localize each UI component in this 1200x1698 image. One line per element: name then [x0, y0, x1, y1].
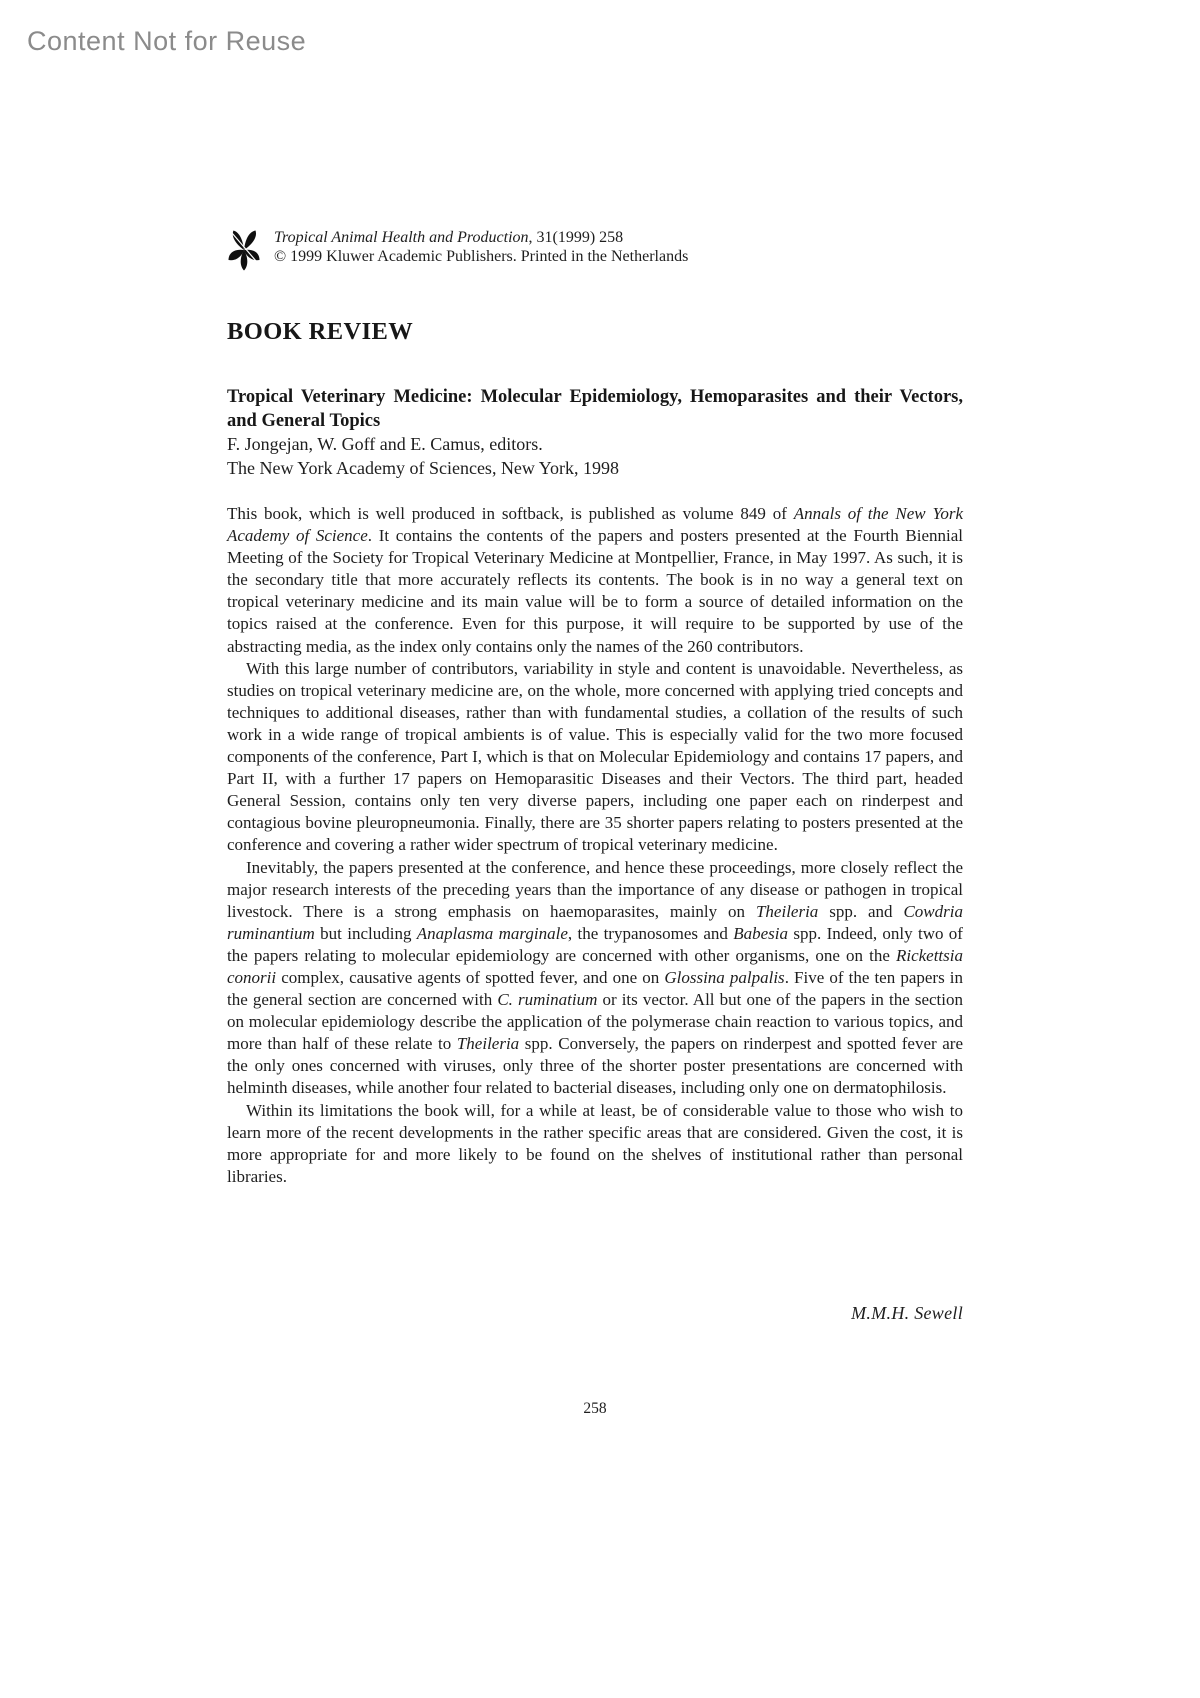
text-segment: Theileria	[755, 901, 819, 921]
page-number: 258	[583, 1400, 607, 1417]
review-paragraph-1	[227, 503, 963, 658]
text-segment: Rickettsia conorii	[227, 945, 963, 987]
text-segment: Tropical Animal Health and Production	[274, 229, 529, 246]
text-segment: Annals of the New York Academy of Science	[227, 504, 964, 546]
text-segment: Inevitably, the papers presented at the conference, and hence these proceedings, more closely reflect the major research interests of the preceding years than the importance of any disease or pathogen in tropical livestock. There is a strong emphasis on haemoparasites, mainly on	[227, 857, 963, 921]
section-heading-book-review: BOOK REVIEW	[227, 318, 414, 345]
text-segment: spp. Indeed, only two of the papers relating to molecular epidemiology are concerned with other organisms, one on the	[227, 923, 963, 965]
text-segment: complex, causative agents of spotted fever, and one on	[276, 967, 665, 987]
watermark-content-not-for-reuse: Content Not for Reuse	[27, 26, 307, 56]
text-segment: spp. Conversely, the papers on rinderpest and spotted fever are the only ones concerned with viruses, only three of the shorter poster presentations are concerned with helminth diseases, while another four related to bacterial diseases, including only one on dermatophilosis.	[227, 1034, 963, 1098]
text-segment: With this large number of contributors, variability in style and content is unavoidable. Nevertheless, as studies on tropical veterinary medicine are, on the whole, more concerned with applying tried concepts and techniques to additional diseases, rather than with fundamental studies, a collation of the results of such work in a wide range of tropical ambients is of value. This is especially valid for the two more focused components of the conference, Part I, which is that on Molecular Epidemiology and contains 17 papers, and Part II, with a further 17 papers on Hemoparasitic Diseases and their Vectors. The third part, headed General Session, contains only ten very diverse papers, including one paper each on rinderpest and contagious bovine pleuropneumonia. Finally, there are 35 shorter papers relating to posters presented at the conference and covering a rather wider spectrum of tropical veterinary medicine.	[227, 658, 963, 855]
reviewer-signature: M.M.H. Sewell	[851, 1303, 963, 1323]
journal-citation-line	[274, 229, 688, 248]
text-segment: but including	[314, 923, 417, 943]
text-segment: , the trypanosomes and	[567, 923, 734, 943]
book-editors: F. Jongejan, W. Goff and E. Camus, editors.	[227, 434, 543, 454]
text-segment: . It contains the contents of the papers and posters presented at the Fourth Biennial Meeting of the Society for Tropical Veterinary Medicine at Montpellier, France, in May 1997. As such, it is the secondary title that more accurately reflects its contents. The book is in no way a general text on tropical veterinary medicine and its main value will be to form a source of detailed information on the topics raised at the conference. Even for this purpose, it will require to be supported by use of the abstracting media, as the index only contains only the names of the 260 contributors.	[227, 526, 963, 656]
text-segment: . Five of the ten papers in the general section are concerned with	[227, 967, 964, 1010]
review-paragraph-3	[227, 857, 963, 1100]
text-segment: spp. and	[818, 901, 904, 921]
text-segment: Babesia	[733, 923, 789, 943]
text-segment: Glossina palpalis	[664, 967, 785, 987]
kluwer-flower-logo-icon	[227, 224, 261, 273]
journal-citation-block	[274, 224, 688, 266]
book-title-block	[227, 386, 963, 480]
review-body	[227, 503, 963, 1188]
text-segment: C. ruminatium	[497, 990, 598, 1010]
journal-header	[227, 224, 963, 273]
text-segment: Theileria	[456, 1034, 520, 1054]
text-segment: Anaplasma marginale	[416, 923, 568, 943]
book-title: Tropical Veterinary Medicine: Molecular Epidemiology, Hemoparasites and their Vectors, and General Topics	[227, 387, 963, 431]
text-segment: This book, which is well produced in softback, is published as volume 849 of	[227, 504, 794, 523]
review-paragraph-2	[227, 658, 963, 857]
text-segment: Cowdria ruminantium	[227, 901, 963, 943]
review-paragraph-4	[227, 1100, 963, 1188]
text-segment: Within its limitations the book will, for a while at least, be of considerable value to those who wish to learn more of the recent developments in the rather specific areas that are considered. Given the cost, it is more appropriate for and more likely to be found on the shelves of institutional rather than personal libraries.	[227, 1100, 963, 1186]
copyright-line: © 1999 Kluwer Academic Publishers. Printed in the Netherlands	[274, 247, 689, 265]
text-segment: , 31(1999) 258	[528, 229, 624, 246]
text-segment: or its vector. All but one of the papers in the section on molecular epidemiology describe the application of the polymerase chain reaction to various topics, and more than half of these relate to	[227, 990, 963, 1054]
book-publisher: The New York Academy of Sciences, New York, 1998	[227, 457, 619, 478]
